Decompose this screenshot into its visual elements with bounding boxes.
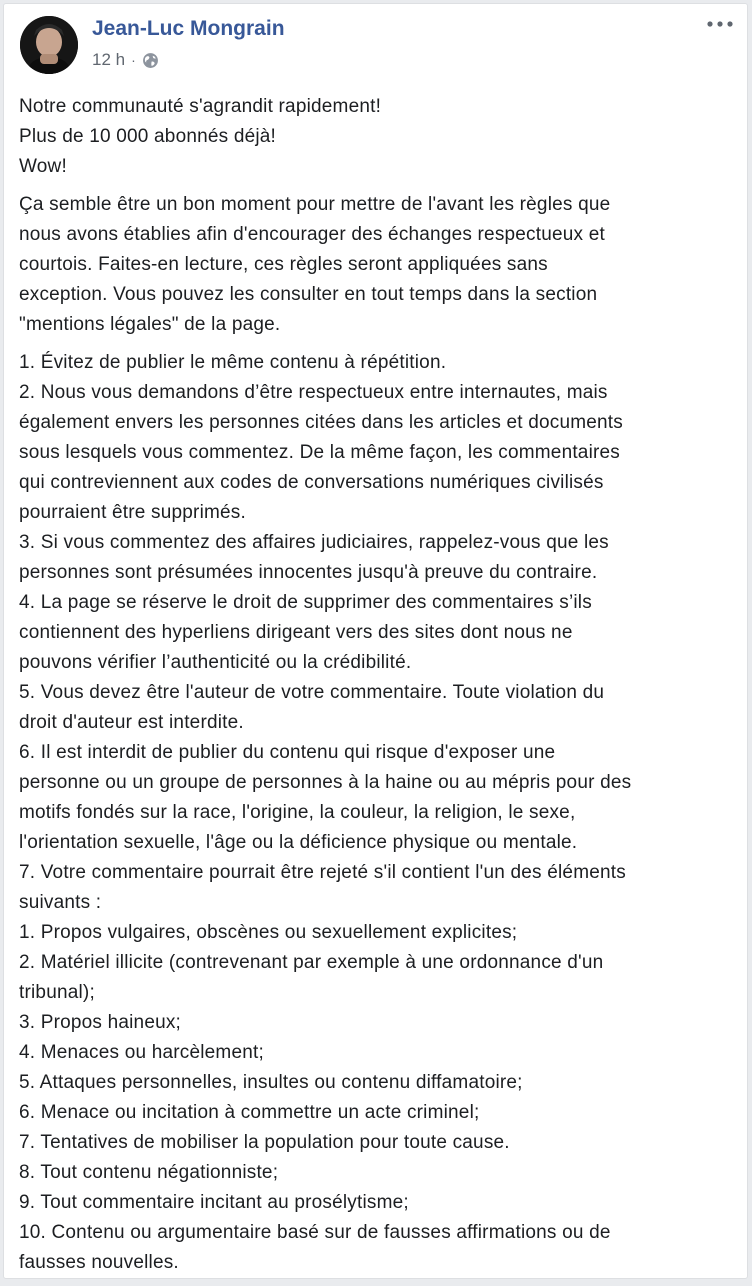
rule-line: 5. Attaques personnelles, insultes ou contenu diffamatoire; bbox=[19, 1072, 523, 1093]
rule-line: 8. Tout contenu négationniste; bbox=[19, 1162, 279, 1183]
author-name[interactable]: Jean-Luc Mongrain bbox=[92, 17, 285, 40]
rule-line: pourraient être supprimés. bbox=[19, 502, 246, 523]
rule-line: 10. Contenu ou argumentaire basé sur de fausses affirmations ou de bbox=[19, 1222, 611, 1243]
rule-line: 6. Il est interdit de publier du contenu qui risque d'exposer une bbox=[19, 742, 556, 763]
rule-line: motifs fondés sur la race, l'origine, la couleur, la religion, le sexe, bbox=[19, 802, 576, 823]
rule-line: pouvons vérifier l’authenticité ou la crédibilité. bbox=[19, 652, 412, 673]
rule-line: personnes sont présumées innocentes jusqu'à preuve du contraire. bbox=[19, 562, 598, 583]
rule-line: sous lesquels vous commentez. De la même façon, les commentaires bbox=[19, 442, 620, 463]
rule-line: 1. Propos vulgaires, obscènes ou sexuellement explicites; bbox=[19, 922, 518, 943]
meta-separator: · bbox=[131, 52, 136, 68]
rule-line: également envers les personnes citées dans les articles et documents bbox=[19, 412, 623, 433]
text-line: Wow! bbox=[19, 156, 67, 177]
rule-line: 3. Propos haineux; bbox=[19, 1012, 182, 1033]
rule-line: 3. Si vous commentez des affaires judiciaires, rappelez-vous que les bbox=[19, 532, 609, 553]
rule-line: 4. La page se réserve le droit de supprimer des commentaires s’ils bbox=[19, 592, 592, 613]
rule-line: contiennent des hyperliens dirigeant vers des sites dont nous ne bbox=[19, 622, 573, 643]
rule-line: 5. Vous devez être l'auteur de votre commentaire. Toute violation du bbox=[19, 682, 605, 703]
rule-line: 2. Nous vous demandons d’être respectueux entre internautes, mais bbox=[19, 382, 608, 403]
rule-line: l'orientation sexuelle, l'âge ou la déficience physique ou mentale. bbox=[19, 832, 578, 853]
rule-line: 7. Votre commentaire pourrait être rejeté s'il contient l'un des éléments bbox=[19, 862, 626, 883]
rule-line: suivants : bbox=[19, 892, 102, 913]
post-time[interactable]: 12 h bbox=[92, 50, 126, 69]
rules-list bbox=[19, 348, 737, 1278]
text-line: "mentions légales" de la page. bbox=[19, 314, 281, 335]
rule-line: personne ou un groupe de personnes à la haine ou au mépris pour des bbox=[19, 772, 632, 793]
post-card bbox=[3, 3, 748, 1279]
rule-line: droit d'auteur est interdite. bbox=[19, 712, 244, 733]
rule-line: 4. Menaces ou harcèlement; bbox=[19, 1042, 264, 1063]
post-body bbox=[19, 92, 737, 1286]
text-line: Ça semble être un bon moment pour mettre de l'avant les règles que bbox=[19, 194, 611, 215]
rule-line: qui contreviennent aux codes de conversations numériques civilisés bbox=[19, 472, 604, 493]
intro-paragraph bbox=[19, 92, 737, 182]
text-line: Notre communauté s'agrandit rapidement! bbox=[19, 96, 382, 117]
text-line: courtois. Faites-en lecture, ces règles seront appliquées sans bbox=[19, 254, 548, 275]
rule-line: tribunal); bbox=[19, 982, 95, 1003]
text-line: Plus de 10 000 abonnés déjà! bbox=[19, 126, 277, 147]
globe-icon[interactable] bbox=[142, 52, 159, 69]
rule-line: 6. Menace ou incitation à commettre un acte criminel; bbox=[19, 1102, 480, 1123]
rule-line: 7. Tentatives de mobiliser la population pour toute cause. bbox=[19, 1132, 510, 1153]
text-line: exception. Vous pouvez les consulter en tout temps dans la section bbox=[19, 284, 598, 305]
avatar-portrait bbox=[20, 16, 78, 74]
rules-intro-paragraph bbox=[19, 190, 737, 340]
more-options-icon[interactable] bbox=[703, 12, 737, 36]
rule-line: 2. Matériel illicite (contrevenant par exemple à une ordonnance d'un bbox=[19, 952, 604, 973]
text-line: nous avons établies afin d'encourager des échanges respectueux et bbox=[19, 224, 605, 245]
rule-line: 1. Évitez de publier le même contenu à répétition. bbox=[19, 352, 447, 373]
author-avatar[interactable] bbox=[20, 16, 78, 74]
post-meta bbox=[92, 50, 159, 70]
rule-line: fausses nouvelles. bbox=[19, 1252, 179, 1273]
rule-line: 9. Tout commentaire incitant au prosélytisme; bbox=[19, 1192, 409, 1213]
